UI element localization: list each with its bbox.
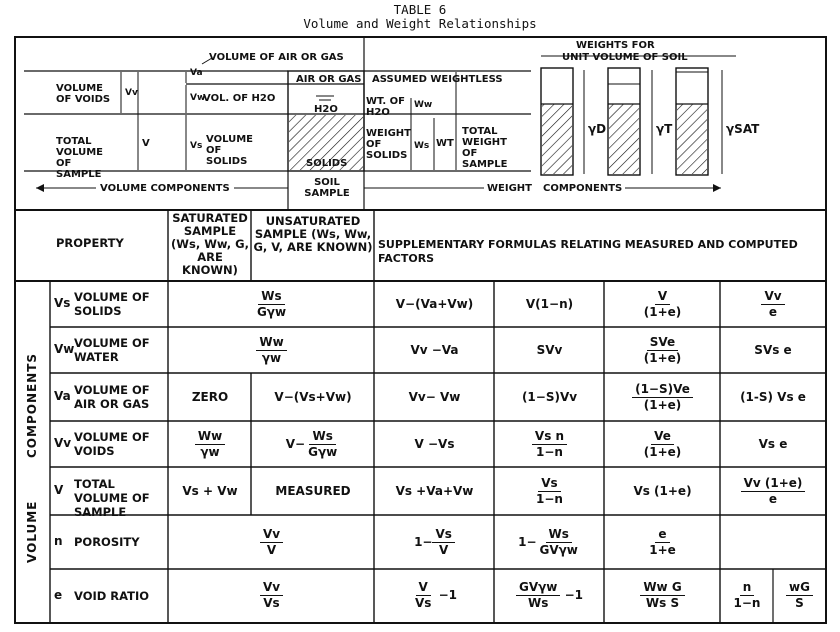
supplementary-formula-1-value: Vs +Va+Vw [395, 484, 474, 498]
supplementary-formula-3-value-fraction [640, 580, 684, 611]
volume-air-label: VOLUME OF AIR OR GAS [209, 52, 344, 63]
supplementary-formula-4a-value-numerator: n [740, 580, 755, 596]
supplementary-formula-3 [605, 373, 720, 421]
saturated-unsaturated-formula-value [254, 289, 289, 320]
supplementary-formula-2-value-fraction [533, 476, 566, 507]
saturated-formula-value [195, 429, 225, 460]
supplementary-formula-2-value-fraction [516, 580, 560, 611]
volume-of-solids-label: VOLUME OF SOLIDS [206, 134, 253, 167]
row-property-name: VOID RATIO [74, 588, 150, 603]
row-property-name: VOLUME OF AIR OR GAS [74, 383, 150, 411]
supplementary-formula-2 [495, 421, 604, 467]
saturated-unsaturated-formula [169, 281, 374, 327]
supplementary-formula-3 [605, 281, 720, 327]
saturated-unsaturated-formula-value [260, 527, 283, 558]
row-symbol: Vs [54, 296, 71, 310]
supplementary-formula-2-value-numerator: Vs [538, 476, 560, 492]
supplementary-formula-3-value-numerator: e [655, 527, 669, 543]
supplementary-formula-3-value: Vs (1+e) [633, 484, 692, 498]
supplementary-formula-4-value-numerator: Vv (1+e) [741, 476, 806, 492]
supplementary-formula-1-value: V−(Va+Vw) [395, 297, 474, 311]
supplementary-formula-2-value [518, 527, 581, 558]
supplementary-formula-1 [375, 569, 494, 622]
supplementary-formula-1-value: Vv −Va [410, 343, 459, 357]
h2o-label: H2O [314, 104, 338, 115]
unsaturated-formula [252, 373, 374, 421]
supplementary-formula-4-value-fraction [761, 289, 784, 320]
saturated-unsaturated-formula [169, 327, 374, 373]
supplementary-formula-1-value: V −Vs [414, 437, 455, 451]
supplementary-formula-4b-value-numerator: wG [786, 580, 813, 596]
supplementary-formula-2 [495, 515, 604, 569]
supplementary-formula-1-value-fraction [432, 527, 454, 558]
supplementary-formula-3-value [640, 580, 684, 611]
wt-symbol: WT [436, 138, 454, 149]
supplementary-formula-2-value-denominator: Ws [528, 596, 549, 610]
row-property-name: VOLUME OF SOLIDS [74, 290, 150, 318]
row-symbol: e [54, 587, 63, 602]
property-header: PROPERTY [56, 236, 124, 250]
volume-of-voids-label: VOLUME OF VOIDS [56, 83, 111, 105]
supplementary-formula-3 [605, 327, 720, 373]
table-title: Volume and Weight Relationships [303, 16, 537, 31]
ww-symbol: Ww [414, 100, 433, 110]
supplementary-formula-1-value [414, 527, 455, 558]
supplementary-formula-2-value-denominator: 1−n [536, 444, 563, 459]
unsaturated-formula-value: MEASURED [275, 484, 351, 498]
table-number: TABLE 6 [393, 2, 447, 17]
supplementary-formula-2-value-denominator: 1−n [536, 491, 563, 506]
supplementary-formula-3-value-fraction [641, 335, 685, 366]
saturated-formula [169, 421, 251, 467]
unsaturated-formula-value-denominator: Gγw [308, 444, 338, 459]
supplementary-formula-2-value-suffix: −1 [560, 588, 583, 602]
v-symbol: V [142, 138, 150, 149]
supplementary-formula-1-value-numerator: Vs [432, 527, 454, 543]
supplementary-formula-4b [774, 569, 825, 622]
saturated-unsaturated-formula-value-denominator: Gγw [256, 304, 287, 319]
saturated-unsaturated-formula [169, 515, 374, 569]
supplementary-formula-1-value-numerator: V [416, 580, 431, 596]
supplementary-formula-3-value-numerator: Ww G [640, 580, 684, 596]
row-symbol: Vv [54, 436, 72, 450]
supplementary-formula-4-value: SVs e [754, 343, 792, 357]
saturated-unsaturated-formula-value-denominator: Vs [263, 596, 280, 610]
supplementary-formula-4 [721, 327, 825, 373]
solids-label: SOLIDS [306, 158, 348, 169]
supplementary-formula-3 [605, 515, 720, 569]
saturated-unsaturated-formula-value-fraction [260, 580, 283, 611]
supplementary-formula-4-value [741, 476, 806, 507]
assumed-weightless-label: ASSUMED WEIGHTLESS [372, 74, 503, 85]
vs-symbol: Vs [190, 141, 203, 151]
supplementary-formula-2-value [533, 476, 566, 507]
supplementary-formula-4-value-fraction [741, 476, 806, 507]
supplementary-formula-1-value-denominator: V [439, 542, 449, 557]
supplementary-formula-4a-value [731, 580, 764, 611]
saturated-formula-value-denominator: γw [200, 444, 220, 459]
row-symbol: n [54, 534, 63, 548]
gamma-t-symbol: γT [656, 122, 673, 136]
supplementary-formula-3-value-numerator: (1−S)Ve [632, 382, 693, 398]
unit-volume-label: UNIT VOLUME OF SOIL [562, 52, 688, 63]
supplementary-formula-2-value [532, 429, 567, 460]
row-property-name: VOLUME OF WATER [74, 336, 150, 364]
supplementary-formula-1-value-suffix: −1 [434, 588, 458, 602]
va-symbol: Va [190, 68, 203, 78]
saturated-unsaturated-formula-value-numerator: Ww [256, 335, 286, 351]
supplementary-formula-1 [375, 467, 494, 515]
supplementary-formula-4-value [761, 289, 784, 320]
supplementary-formula-3-value-denominator: 1+e [649, 542, 676, 557]
supplementary-formula-2-value-prefix: 1− [518, 534, 537, 549]
weights-for-label: WEIGHTS FOR [576, 40, 655, 51]
wt-of-h2o-label: WT. OF H2O [366, 96, 405, 118]
total-weight-label: TOTAL WEIGHT OF SAMPLE [462, 126, 508, 170]
saturated-formula-value-fraction [195, 429, 225, 460]
supplementary-formula-3-value-denominator: (1+e) [643, 397, 682, 412]
supplementary-formula-2 [495, 569, 604, 622]
supplementary-formula-3-value-denominator: Ws S [645, 596, 680, 610]
unsaturated-formula-value-fraction [305, 429, 340, 460]
unsaturated-formula-value-numerator: Ws [309, 429, 335, 445]
vol-h2o-label: VOL. OF H2O [203, 93, 276, 104]
supplementary-formula-2-value: (1−S)Vv [521, 390, 578, 404]
soil-sample-label: SOIL SAMPLE [304, 177, 350, 199]
side-label-volume: VOLUME [25, 500, 39, 563]
vw-symbol: Vw [190, 93, 206, 103]
unsaturated-header: UNSATURATED SAMPLE (Ws, Ww, G, V, ARE KNOWN) [253, 214, 373, 254]
unsaturated-formula-value-prefix: V− [285, 436, 306, 451]
row-property-name: VOLUME OF VOIDS [74, 430, 150, 458]
supplementary-formula-3-value-numerator: Ve [651, 429, 674, 445]
supplementary-formula-3-value-fraction [641, 289, 685, 320]
supplementary-formula-3 [605, 467, 720, 515]
weight-label: WEIGHT [484, 183, 535, 194]
supplementary-formula-2 [495, 281, 604, 327]
total-volume-label: TOTAL VOLUME OF SAMPLE [56, 136, 103, 180]
supplementary-formula-1-value [412, 580, 457, 611]
vv-symbol: Vv [125, 88, 138, 98]
saturated-unsaturated-formula-value-numerator: Vv [260, 527, 283, 543]
row-property-name: POROSITY [74, 535, 140, 549]
saturated-unsaturated-formula-value-fraction [254, 289, 289, 320]
supplementary-formula-4b-value-denominator: S [795, 596, 804, 610]
supplementary-formula-3 [605, 421, 720, 467]
supplementary-formula-3-value-fraction [632, 382, 693, 413]
supplementary-formula-4 [721, 467, 825, 515]
ws-symbol: Ws [414, 141, 430, 151]
supplementary-formula-2 [495, 467, 604, 515]
supplementary-formula-2 [495, 327, 604, 373]
supplementary-formula-1 [375, 327, 494, 373]
saturated-unsaturated-formula [169, 569, 374, 622]
supplementary-formula-2-value: V(1−n) [525, 297, 574, 311]
supplementary-header: SUPPLEMENTARY FORMULAS RELATING MEASURED AND COMPUTED FACTORS [378, 238, 798, 265]
supplementary-formula-4 [721, 373, 825, 421]
supplementary-formula-3-value-fraction [641, 429, 685, 460]
supplementary-formula-4 [721, 421, 825, 467]
supplementary-formula-4b-value-fraction [786, 580, 813, 611]
supplementary-formula-1 [375, 281, 494, 327]
supplementary-formula-2-value: SVv [536, 343, 563, 357]
saturated-formula-value-numerator: Ww [195, 429, 225, 445]
supplementary-formula-1 [375, 373, 494, 421]
supplementary-formula-3-value-numerator: SVe [647, 335, 678, 351]
supplementary-formula-2-value-numerator: Vs n [532, 429, 567, 445]
row-symbol: Vw [54, 342, 75, 356]
supplementary-formula-4a-value-fraction [731, 580, 764, 611]
supplementary-formula-2-value-numerator: Ws [546, 527, 572, 543]
saturated-header: SATURATED SAMPLE (Ws, Ww, G, ARE KNOWN) [171, 211, 249, 277]
row-symbol: V [54, 483, 64, 497]
gamma-sat-symbol: γSAT [726, 122, 760, 136]
supplementary-formula-4-value-numerator: Vv [761, 289, 784, 305]
weight-of-solids-label: WEIGHT OF SOLIDS [366, 128, 411, 161]
unsaturated-formula-value: V−(Vs+Vw) [274, 390, 352, 404]
supplementary-formula-4 [721, 515, 825, 569]
gamma-d-symbol: γD [588, 122, 607, 136]
volume-components-label: VOLUME COMPONENTS [96, 183, 234, 194]
supplementary-formula-2-value [516, 580, 583, 611]
saturated-unsaturated-formula-value-numerator: Ws [258, 289, 284, 305]
supplementary-formula-2-value-denominator: GVγw [539, 542, 578, 557]
supplementary-formula-3-value [641, 335, 685, 366]
side-label-components: COMPONENTS [25, 352, 39, 458]
supplementary-formula-1 [375, 515, 494, 569]
supplementary-formula-3-value-denominator: (1+e) [643, 444, 682, 459]
saturated-unsaturated-formula-value-fraction [256, 335, 286, 366]
relationships-table [14, 36, 827, 624]
saturated-formula-value: Vs + Vw [182, 484, 238, 498]
supplementary-formula-4-value-denominator: e [768, 304, 778, 319]
saturated-unsaturated-formula-value-numerator: Vv [260, 580, 283, 596]
supplementary-formula-4-value: (1-S) Vs e [740, 390, 806, 404]
saturated-unsaturated-formula-value-denominator: γw [261, 350, 282, 365]
supplementary-formula-4a-value-denominator: 1−n [733, 596, 761, 610]
supplementary-formula-3-value-fraction [646, 527, 679, 558]
saturated-unsaturated-formula-value [260, 580, 283, 611]
air-or-gas-label: AIR OR GAS [296, 74, 362, 85]
saturated-formula-value: ZERO [191, 390, 229, 404]
unsaturated-formula-value [286, 429, 340, 460]
supplementary-formula-1-value: Vv− Vw [408, 390, 461, 404]
supplementary-formula-4b-value [786, 580, 813, 611]
supplementary-formula-1-value-fraction [412, 580, 434, 611]
supplementary-formula-3-value [641, 429, 685, 460]
saturated-formula [169, 373, 251, 421]
row-symbol: Va [54, 389, 71, 403]
saturated-formula [169, 467, 251, 515]
supplementary-formula-3-value [641, 289, 685, 320]
saturated-unsaturated-formula-value-fraction [260, 527, 283, 558]
unsaturated-formula [252, 467, 374, 515]
saturated-unsaturated-formula-value [256, 335, 286, 366]
supplementary-formula-3-value-numerator: V [655, 289, 670, 305]
supplementary-formula-2 [495, 373, 604, 421]
supplementary-formula-3-value [646, 527, 679, 558]
saturated-unsaturated-formula-value-denominator: V [266, 542, 277, 557]
components-label: COMPONENTS [540, 183, 625, 194]
unsaturated-formula [252, 421, 374, 467]
supplementary-formula-1 [375, 421, 494, 467]
supplementary-formula-2-value-numerator: GVγw [516, 580, 560, 596]
row-property-name: TOTAL VOLUME OF SAMPLE [74, 477, 150, 519]
supplementary-formula-4 [721, 281, 825, 327]
supplementary-formula-4-value-denominator: e [768, 491, 778, 506]
supplementary-formula-2-value-fraction [532, 429, 567, 460]
supplementary-formula-2-value-fraction [537, 527, 581, 558]
supplementary-formula-1-value-prefix: 1− [414, 534, 433, 549]
supplementary-formula-1-value-denominator: Vs [414, 596, 432, 610]
supplementary-formula-3-value-denominator: (1+e) [643, 350, 682, 365]
supplementary-formula-4a [721, 569, 773, 622]
supplementary-formula-3 [605, 569, 720, 622]
supplementary-formula-4-value: Vs e [758, 437, 788, 451]
supplementary-formula-3-value-denominator: (1+e) [643, 304, 682, 319]
supplementary-formula-3-value [632, 382, 693, 413]
